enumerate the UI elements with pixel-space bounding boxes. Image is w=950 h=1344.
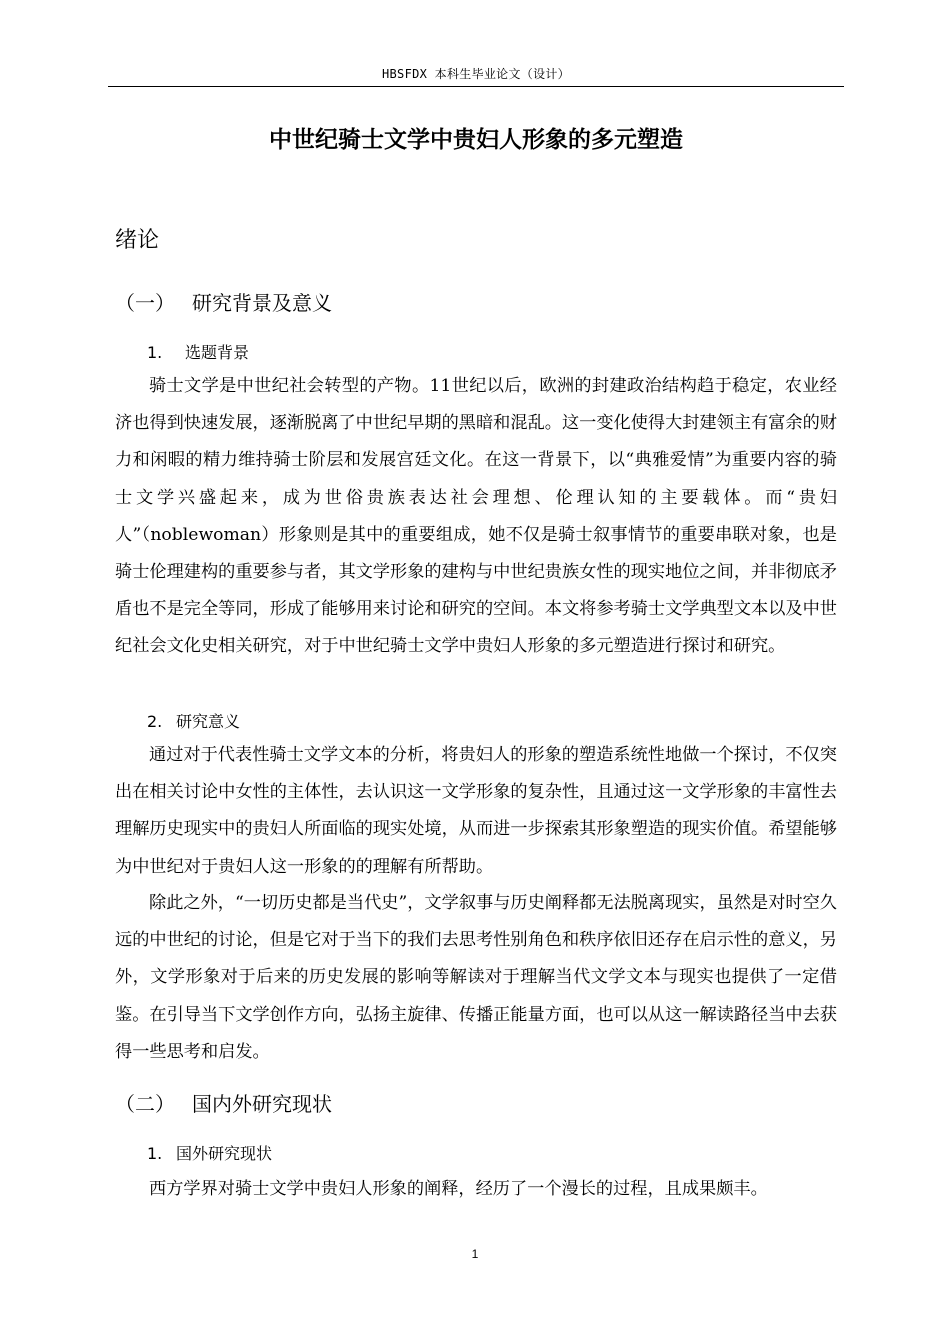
subsection-label: 选题背景 bbox=[185, 343, 250, 362]
section-number: （一） bbox=[115, 291, 175, 315]
paragraph-topic-background: 骑士文学是中世纪社会转型的产物。11世纪以后，欧洲的封建政治结构趋于稳定，农业经济也得到快速发展，逐渐脱离了中世纪早期的黑暗和混乱。这一变化使得大封建领主有富余的财力和闲暇的精力维持骑士阶层和发展宫廷文化。在这一背景下，以“典雅爱情”为重要内容的骑士文学兴盛起来，成为世俗贵族表达社会理想、伦理认知的主要载体。而“贵妇人”（noblewoman）形象则是其中的重要组成，她不仅是骑士叙事情节的重要串联对象，也是骑士伦理建构的重要参与者，其文学形象的建构与中世纪贵族女性的现实地位之间，并非彻底矛盾也不是完全等同，形成了能够用来讨论和研究的空间。本文将参考骑士文学典型文本以及中世纪社会文化史相关研究，对于中世纪骑士文学中贵妇人形象的多元塑造进行探讨和研究。 bbox=[115, 376, 837, 657]
subsection-number: 1. bbox=[147, 343, 163, 362]
subsection-heading-2-1 bbox=[147, 1142, 272, 1166]
section-heading-2 bbox=[115, 1089, 332, 1119]
paragraph-research-significance-1: 通过对于代表性骑士文学文本的分析，将贵妇人的形象的塑造系统性地做一个探讨，不仅突出在相关讨论中女性的主体性，去认识这一文学形象的复杂性，且通过这一文学形象的丰富性去理解历史现实中的贵妇人所面临的现实处境，从而进一步探索其形象塑造的现实价值。希望能够为中世纪对于贵妇人这一形象的的理解有所帮助。 bbox=[115, 745, 837, 877]
chapter-heading: 绪论 bbox=[115, 228, 160, 253]
subsection-heading-1-2 bbox=[147, 710, 240, 734]
subsection-heading-1-1 bbox=[147, 341, 249, 365]
paragraph-research-significance-2: 除此之外，“一切历史都是当代史”，文学叙事与历史阐释都无法脱离现实，虽然是对时空久远的中世纪的讨论，但是它对于当下的我们去思考性别角色和秩序依旧还存在启示性的意义，另外，文学形象对于后来的历史发展的影响等解读对于理解当代文学文本与现实也提供了一定借鉴。在引导当下文学创作方向，弘扬主旋律、传播正能量方面，也可以从这一解读路径当中去获得一些思考和启发。 bbox=[115, 893, 837, 1062]
section-label: 研究背景及意义 bbox=[192, 291, 332, 315]
document-title: 中世纪骑士文学中贵妇人形象的多元塑造 bbox=[269, 127, 683, 153]
page-number: 1 bbox=[471, 1247, 479, 1261]
section-number: （二） bbox=[115, 1092, 175, 1116]
header-rule bbox=[108, 86, 844, 87]
running-header: HBSFDX 本科生毕业论文（设计） bbox=[382, 67, 570, 81]
subsection-number: 1. bbox=[147, 1144, 163, 1163]
subsection-label: 研究意义 bbox=[176, 712, 241, 731]
section-heading-1 bbox=[115, 288, 332, 318]
subsection-number: 2. bbox=[147, 712, 163, 731]
section-label: 国内外研究现状 bbox=[192, 1092, 332, 1116]
subsection-label: 国外研究现状 bbox=[176, 1144, 273, 1163]
paragraph-foreign-research: 西方学界对骑士文学中贵妇人形象的阐释，经历了一个漫长的过程，且成果颇丰。 bbox=[149, 1179, 768, 1199]
